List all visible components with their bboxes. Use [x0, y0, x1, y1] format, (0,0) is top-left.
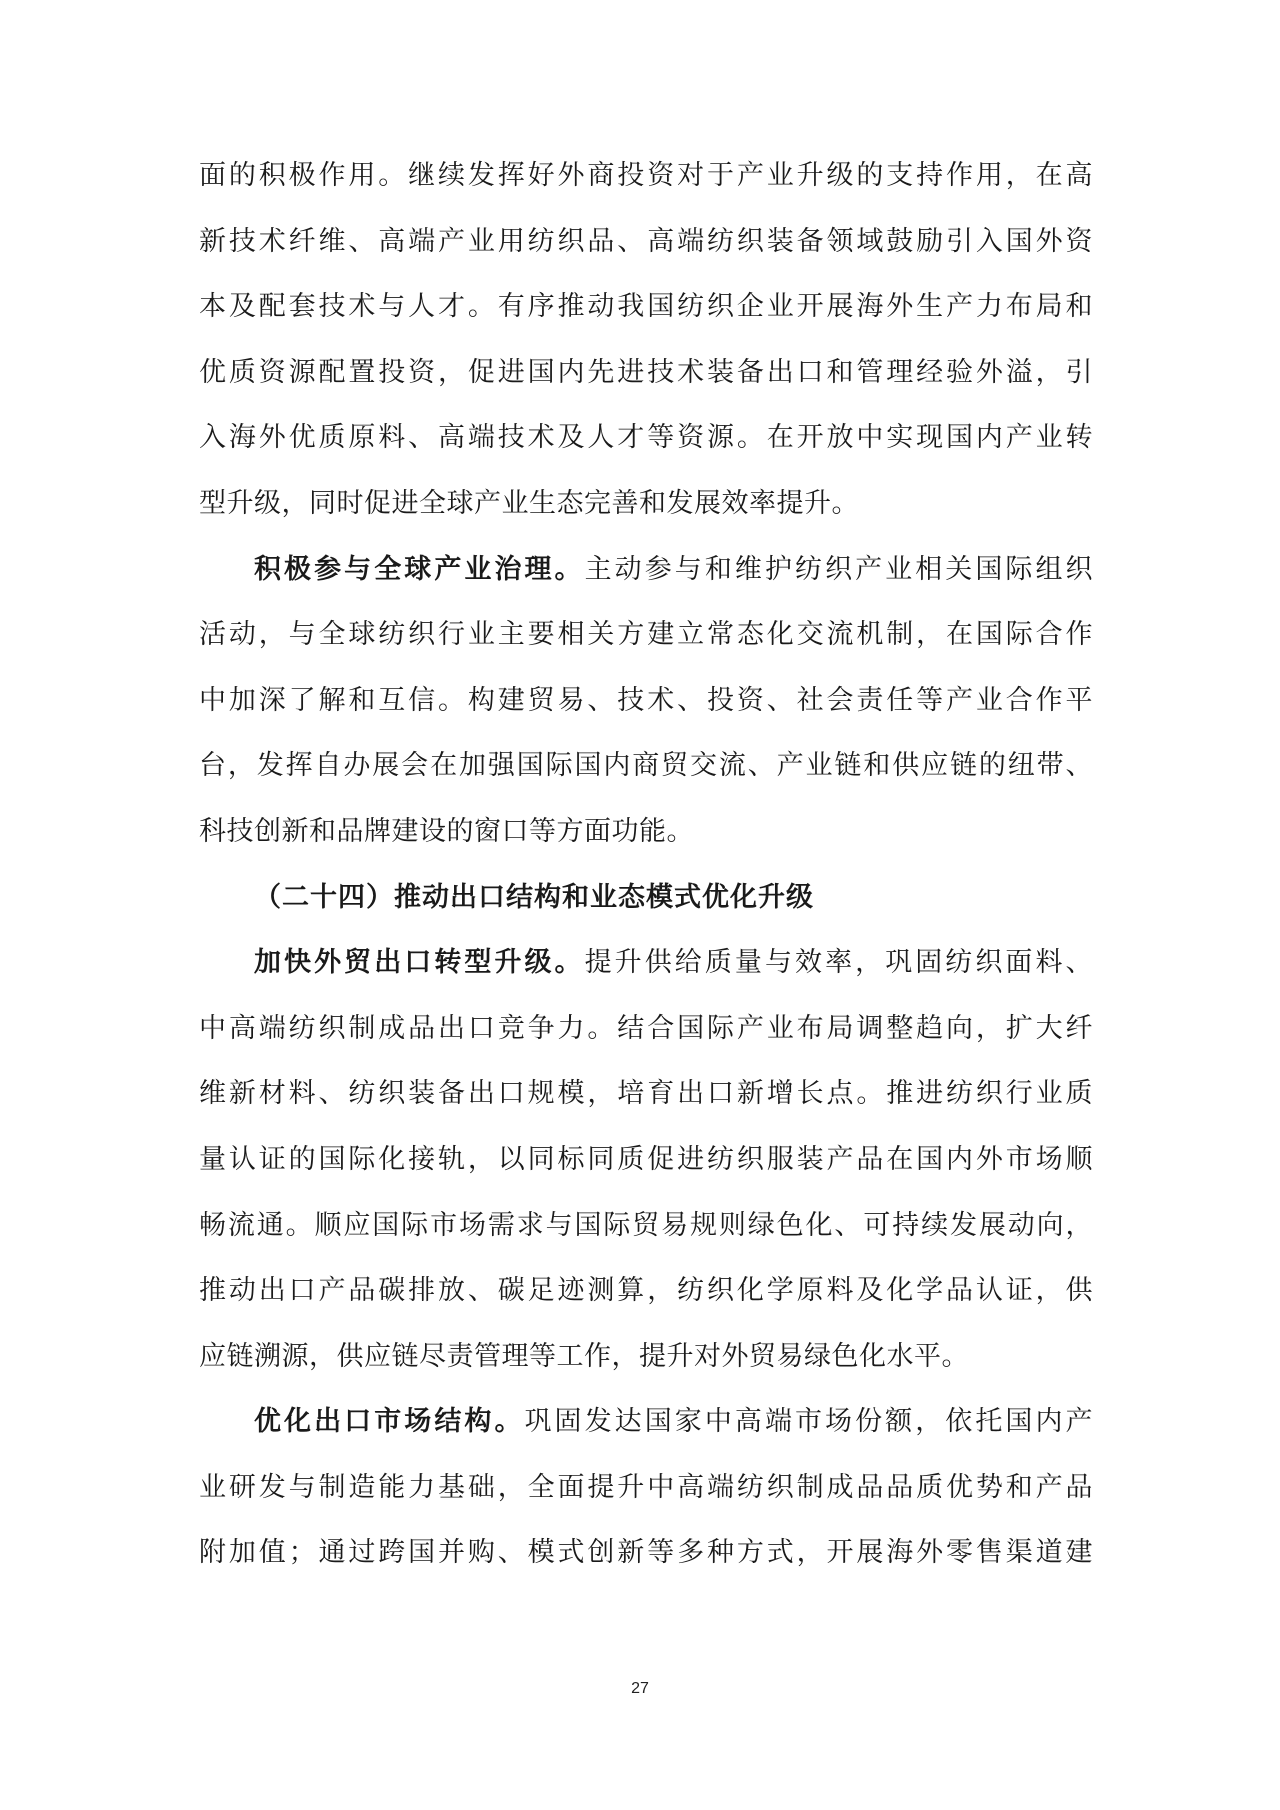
text-line: 优质资源配置投资，促进国内先进技术装备出口和管理经验外溢，引 [199, 356, 1093, 388]
paragraph-lead: 优化出口市场结构。 [254, 1406, 525, 1438]
text-line: 科技创新和品牌建设的窗口等方面功能。 [199, 815, 694, 847]
text-line: 台，发挥自办展会在加强国际国内商贸交流、产业链和供应链的纽带、 [199, 750, 1093, 782]
text-line [199, 537, 1093, 603]
text-line: 业研发与制造能力基础，全面提升中高端纺织制成品品质优势和产品 [199, 1471, 1093, 1503]
text-line: 中加深了解和互信。构建贸易、技术、投资、社会责任等产业合作平 [199, 684, 1093, 716]
text-line: 入海外优质原料、高端技术及人才等资源。在开放中实现国内产业转 [199, 422, 1093, 454]
text-line: 量认证的国际化接轨，以同标同质促进纺织服装产品在国内外市场顺 [199, 1143, 1093, 1175]
paragraph-lead: 积极参与全球产业治理。 [254, 553, 585, 585]
text-line: 中高端纺织制成品出口竞争力。结合国际产业布局调整趋向，扩大纤 [199, 1012, 1093, 1044]
section-heading: （二十四）推动出口结构和业态模式优化升级 [254, 881, 814, 913]
text-line: 附加值；通过跨国并购、模式创新等多种方式，开展海外零售渠道建 [199, 1537, 1093, 1569]
text-line: 推动出口产品碳排放、碳足迹测算，纺织化学原料及化学品认证，供 [199, 1275, 1093, 1307]
paragraph [199, 930, 1093, 1389]
text-run: 主动参与和维护纺织产业相关国际组织 [584, 553, 1094, 585]
text-line: 应链溯源，供应链尽责管理等工作，提升对外贸易绿色化水平。 [199, 1340, 969, 1372]
paragraph [199, 143, 1093, 537]
page-number: 27 [631, 1680, 649, 1697]
text-line: 活动，与全球纺织行业主要相关方建立常态化交流机制，在国际合作 [199, 619, 1093, 651]
text-line: 本及配套技术与人才。有序推动我国纺织企业开展海外生产力布局和 [199, 291, 1093, 323]
paragraph [199, 1389, 1093, 1586]
text-run: 提升供给质量与效率，巩固纺织面料、 [584, 947, 1094, 979]
text-line: 维新材料、纺织装备出口规模，培育出口新增长点。推进纺织行业质 [199, 1078, 1093, 1110]
paragraph [199, 537, 1093, 865]
paragraph-lead: 加快外贸出口转型升级。 [254, 947, 585, 979]
text-run: 巩固发达国家中高端市场份额，依托国内产 [524, 1406, 1093, 1438]
text-line [199, 1389, 1093, 1455]
text-line [199, 930, 1093, 996]
text-line: 型升级，同时促进全球产业生态完善和发展效率提升。 [199, 487, 859, 519]
text-line: 畅流通。顺应国际市场需求与国际贸易规则绿色化、可持续发展动向， [199, 1209, 1093, 1241]
text-line: 新技术纤维、高端产业用纺织品、高端纺织装备领域鼓励引入国外资 [199, 225, 1093, 257]
text-line: 面的积极作用。继续发挥好外商投资对于产业升级的支持作用，在高 [199, 160, 1093, 191]
body-text [199, 143, 1093, 1586]
